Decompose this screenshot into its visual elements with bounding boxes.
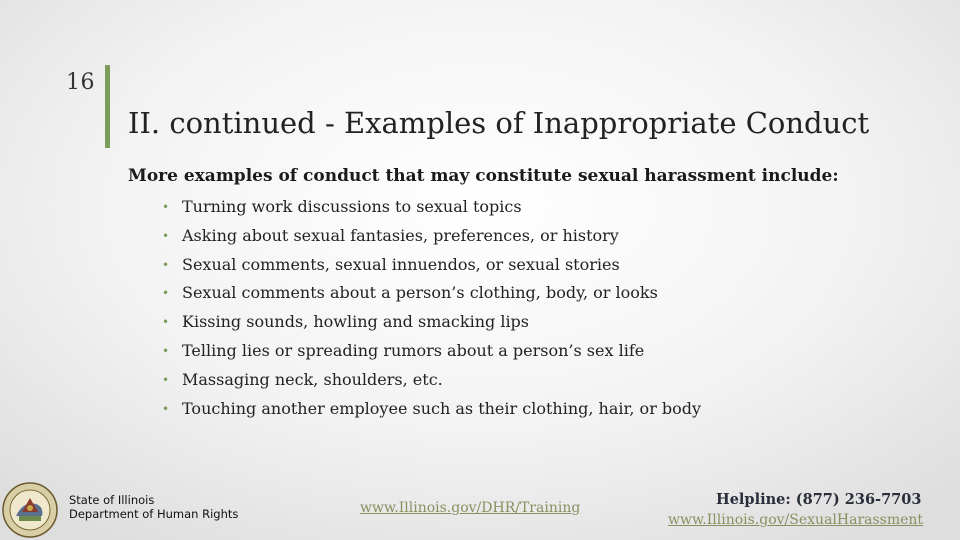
state-seal-icon xyxy=(2,482,58,538)
slide-title: II. continued - Examples of Inappropriate Conduct xyxy=(128,106,870,140)
bullet-text: Turning work discussions to sexual topics xyxy=(182,197,522,216)
bullet-dot-icon: • xyxy=(162,257,170,272)
bullet-dot-icon: • xyxy=(162,343,170,358)
bullet-item xyxy=(162,339,701,368)
sexual-harassment-link[interactable]: www.Illinois.gov/SexualHarassment xyxy=(668,512,924,528)
agency-line-1: State of Illinois xyxy=(69,493,155,507)
bullet-item xyxy=(162,195,701,224)
title-accent-bar xyxy=(105,65,110,148)
bullet-dot-icon: • xyxy=(162,372,170,387)
bullet-text: Telling lies or spreading rumors about a person’s sex life xyxy=(182,340,645,360)
helpline-number: Helpline: (877) 236-7703 xyxy=(716,491,922,508)
bullet-list xyxy=(162,195,701,425)
bullet-dot-icon: • xyxy=(162,401,170,416)
footer xyxy=(0,478,960,540)
agency-line-2: Department of Human Rights xyxy=(69,507,239,521)
bullet-item xyxy=(162,397,701,426)
intro-text: More examples of conduct that may constitute sexual harassment include: xyxy=(128,166,839,186)
bullet-text: Sexual comments about a person’s clothing, body, or looks xyxy=(182,283,658,303)
bullet-item xyxy=(162,281,701,310)
bullet-dot-icon: • xyxy=(162,228,170,243)
bullet-text: Kissing sounds, howling and smacking lips xyxy=(182,312,530,332)
bullet-text: Sexual comments, sexual innuendos, or sexual stories xyxy=(182,254,620,274)
agency-name xyxy=(69,493,238,521)
bullet-text: Asking about sexual fantasies, preferences, or history xyxy=(182,225,619,245)
bullet-item xyxy=(162,224,701,253)
bullet-dot-icon: • xyxy=(162,200,170,214)
bullet-text: Massaging neck, shoulders, etc. xyxy=(182,369,443,389)
slide-number: 16 xyxy=(66,70,95,95)
bullet-dot-icon: • xyxy=(162,286,170,301)
bullet-text: Touching another employee such as their clothing, hair, or body xyxy=(182,398,702,418)
bullet-dot-icon: • xyxy=(162,315,170,330)
training-link[interactable]: www.Illinois.gov/DHR/Training xyxy=(360,500,581,516)
bullet-item xyxy=(162,253,701,282)
bullet-item xyxy=(162,310,701,339)
bullet-item xyxy=(162,368,701,397)
